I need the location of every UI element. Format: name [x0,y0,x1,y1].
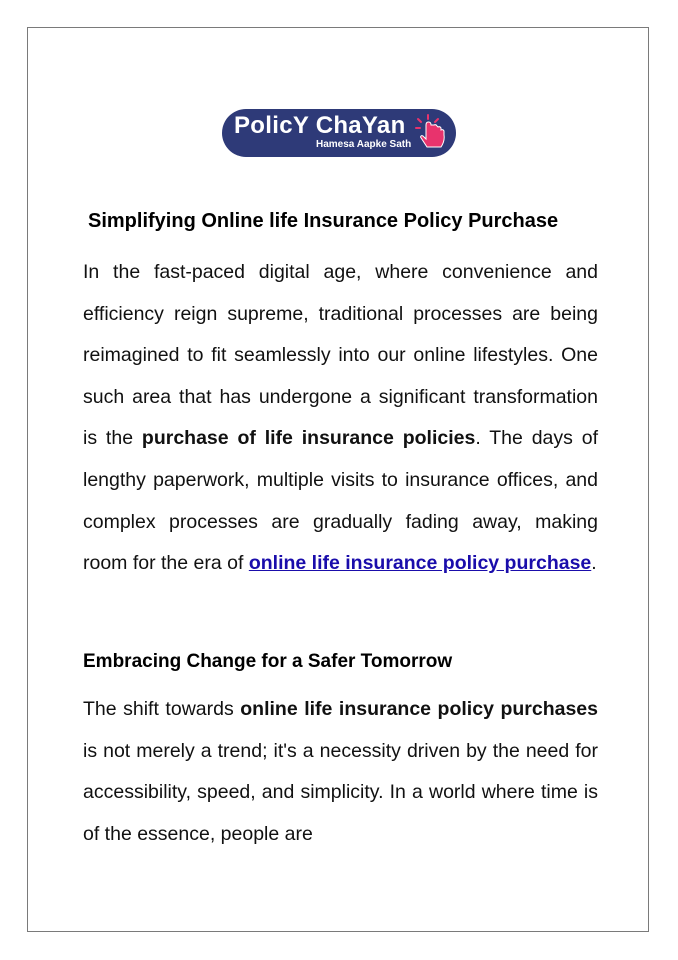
section-heading: Embracing Change for a Safer Tomorrow [83,651,453,672]
brand-tagline: Hamesa Aapke Sath [316,139,412,150]
brand-name: PolicY ChaYan [234,112,406,139]
paragraph-text: In the fast-paced digital age, where convenience and efficiency reign supreme, traditional processes are being reimagined to fit seamlessly into our online lifestyles. One such area that has undergone a significant transformation is the [83,261,598,450]
paragraph-text: The shift towards [83,698,241,720]
body-paragraph [83,689,598,855]
paragraph-text: . [591,552,597,575]
paragraph-text: is not merely a trend; it's a necessity driven by the need for accessibility, speed, and simplicity. In a world where time is of the essence, people are [83,739,598,845]
intro-paragraph [83,252,598,585]
pointer-hand-icon [414,113,454,153]
paragraph-text: . The days of lengthy paperwork, multiple visits to insurance offices, and complex processes are gradually fading away, making room for the era of [83,427,599,575]
brand-logo [222,109,456,157]
bold-phrase: online life insurance policy purchases [240,698,598,720]
policy-purchase-link[interactable]: online life insurance policy purchase [248,552,592,575]
bold-phrase: purchase of life insurance policies [141,427,476,450]
page-title: Simplifying Online life Insurance Policy Purchase [88,210,559,232]
